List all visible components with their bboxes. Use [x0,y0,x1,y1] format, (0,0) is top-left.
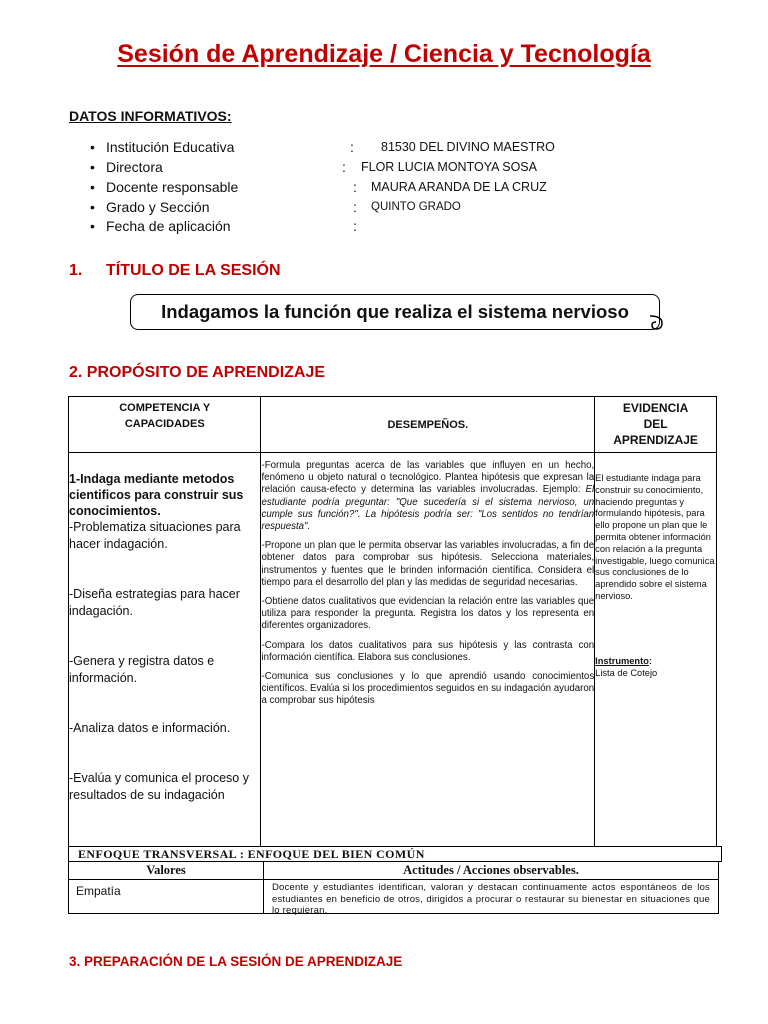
instrumento-label: Instrumento [595,655,649,666]
header-competencia-line2: CAPACIDADES [124,418,205,430]
scroll-curl-icon [648,314,664,330]
datos-label: Fecha de aplicación [106,218,231,234]
purpose-table [68,396,717,847]
datos-value: 81530 DEL DIVINO MAESTRO [381,140,555,154]
desempeno-item: -Compara los datos cualitativos para sus hipótesis y las contrasta con información científica. Elabora sus conclusiones. [261,639,595,663]
competencia-cell [69,453,261,847]
valor-cell: Empatía [68,880,264,914]
desempeno-item [261,460,594,533]
desempeno-item: -Obtiene datos cualitativos que evidencian la relación entre las variables que utiliza para responder la pregunta. Registra los datos y los representa en diferentes organizadores. [261,596,595,632]
bullet-icon: • [90,179,95,195]
actitud-cell: Docente y estudiantes identifican, valoran y destacan continuamente actos espontáneos de los estudiantes en beneficio de otros, dirigidos a procurar o restaurar su bienestar en situaciones que lo requieran. [263,880,719,914]
datos-row-grado [0,197,768,217]
datos-colon: : [353,179,357,195]
datos-row-institucion [0,137,768,157]
valores-header: Valores [68,862,264,880]
bullet-icon: • [90,139,95,155]
desempeno-item: -Propone un plan que le permita observar las variables involucradas, a fin de obtener datos para comprobar sus hipótesis. Selecciona materiales, instrumentos y fuentes que le brinden información científica. Considera el tiempo para el desarrollo del plan y las medidas de seguridad necesarias. [261,540,595,588]
actitudes-header: Actitudes / Acciones observables. [263,862,719,880]
capacidad-item: -Analiza datos e información. [69,721,231,735]
header-competencia [69,397,261,453]
datos-label: Institución Educativa [106,139,235,155]
desempeno-item: -Comunica sus conclusiones y lo que aprendió usando conocimientos científicos. Evalúa si los procedimientos seguidos en su indagación ayudaron a comprobar sus hipótesis [261,671,595,707]
datos-colon: : [353,199,357,215]
datos-value: FLOR LUCIA MONTOYA SOSA [361,160,537,174]
instrumento-value: Lista de Cotejo [595,667,658,678]
capacidad-item: -Genera y registra datos e información. [69,654,215,685]
desempeno-example: El estudiante podría preguntar: "Que sucedería si el sistema nervioso, un cumple sus función?". La hipótesis podría ser: "Los sentidos no tendrían respuesta". [261,484,595,533]
datos-label: Directora [106,159,163,175]
datos-label: Grado y Sección [106,199,210,215]
datos-row-directora [0,157,768,177]
capacidad-item: -Problematiza situaciones para hacer indagación. [69,520,241,551]
bullet-icon: • [90,199,95,215]
section2-heading: 2. PROPÓSITO DE APRENDIZAJE [69,364,326,381]
datos-row-fecha [0,216,768,236]
desempeno-text: -Formula preguntas acerca de las variables que influyen en un hecho, fenómeno u objeto natural o tecnológico. Plantea hipótesis que expresan la relación causa-efecto y determina las variables involucradas. Ejemplo: [261,460,595,496]
competencia-text: 1-Indaga mediante metodos cientificos para construir sus conocimientos. [69,472,244,518]
header-competencia-line1: COMPETENCIA Y [119,402,211,414]
datos-heading: DATOS INFORMATIVOS: [69,108,232,124]
datos-value: QUINTO GRADO [371,201,461,213]
header-desempenos: DESEMPEÑOS. [261,397,595,453]
datos-label: Docente responsable [106,179,239,195]
datos-colon: : [342,159,346,175]
section3-heading: 3. PREPARACIÓN DE LA SESIÓN DE APRENDIZAJE [69,954,403,969]
capacidad-item: -Diseña estrategias para hacer indagación. [69,587,240,618]
datos-value: MAURA ARANDA DE LA CRUZ [371,180,547,194]
section1-heading: TÍTULO DE LA SESIÓN [106,262,281,279]
desempenos-cell [261,453,595,847]
header-evidencia [595,397,717,453]
datos-row-docente [0,177,768,197]
capacidad-item: -Evalúa y comunica el proceso y resultados de su indagación [69,771,249,802]
evidencia-text: El estudiante indaga para construir su conocimiento, haciendo preguntas y formulando hipótesis, para ello propone un plan que le permita obtener información con relación a la pregunta investigable, luego comunica sus conclusiones de lo aprendido sobre el sistema nervioso. [595,473,715,601]
enfoque-title: ENFOQUE TRANSVERSAL : ENFOQUE DEL BIEN COMÚN [68,846,722,862]
header-evidencia-line1: EVIDENCIA [622,401,689,415]
header-evidencia-line2: DEL [643,417,668,431]
datos-colon: : [350,139,354,155]
session-title-box: Indagamos la función que realiza el sistema nervioso [130,294,660,330]
instrumento-colon: : [648,655,652,666]
section1-number: 1. [69,262,83,279]
header-evidencia-line3: APRENDIZAJE [613,433,698,447]
instrumento-row [595,656,716,668]
evidencia-cell [595,453,717,847]
bullet-icon: • [90,159,95,175]
page-title: Sesión de Aprendizaje / Ciencia y Tecnología [117,40,651,68]
bullet-icon: • [90,218,95,234]
datos-colon: : [353,218,357,234]
